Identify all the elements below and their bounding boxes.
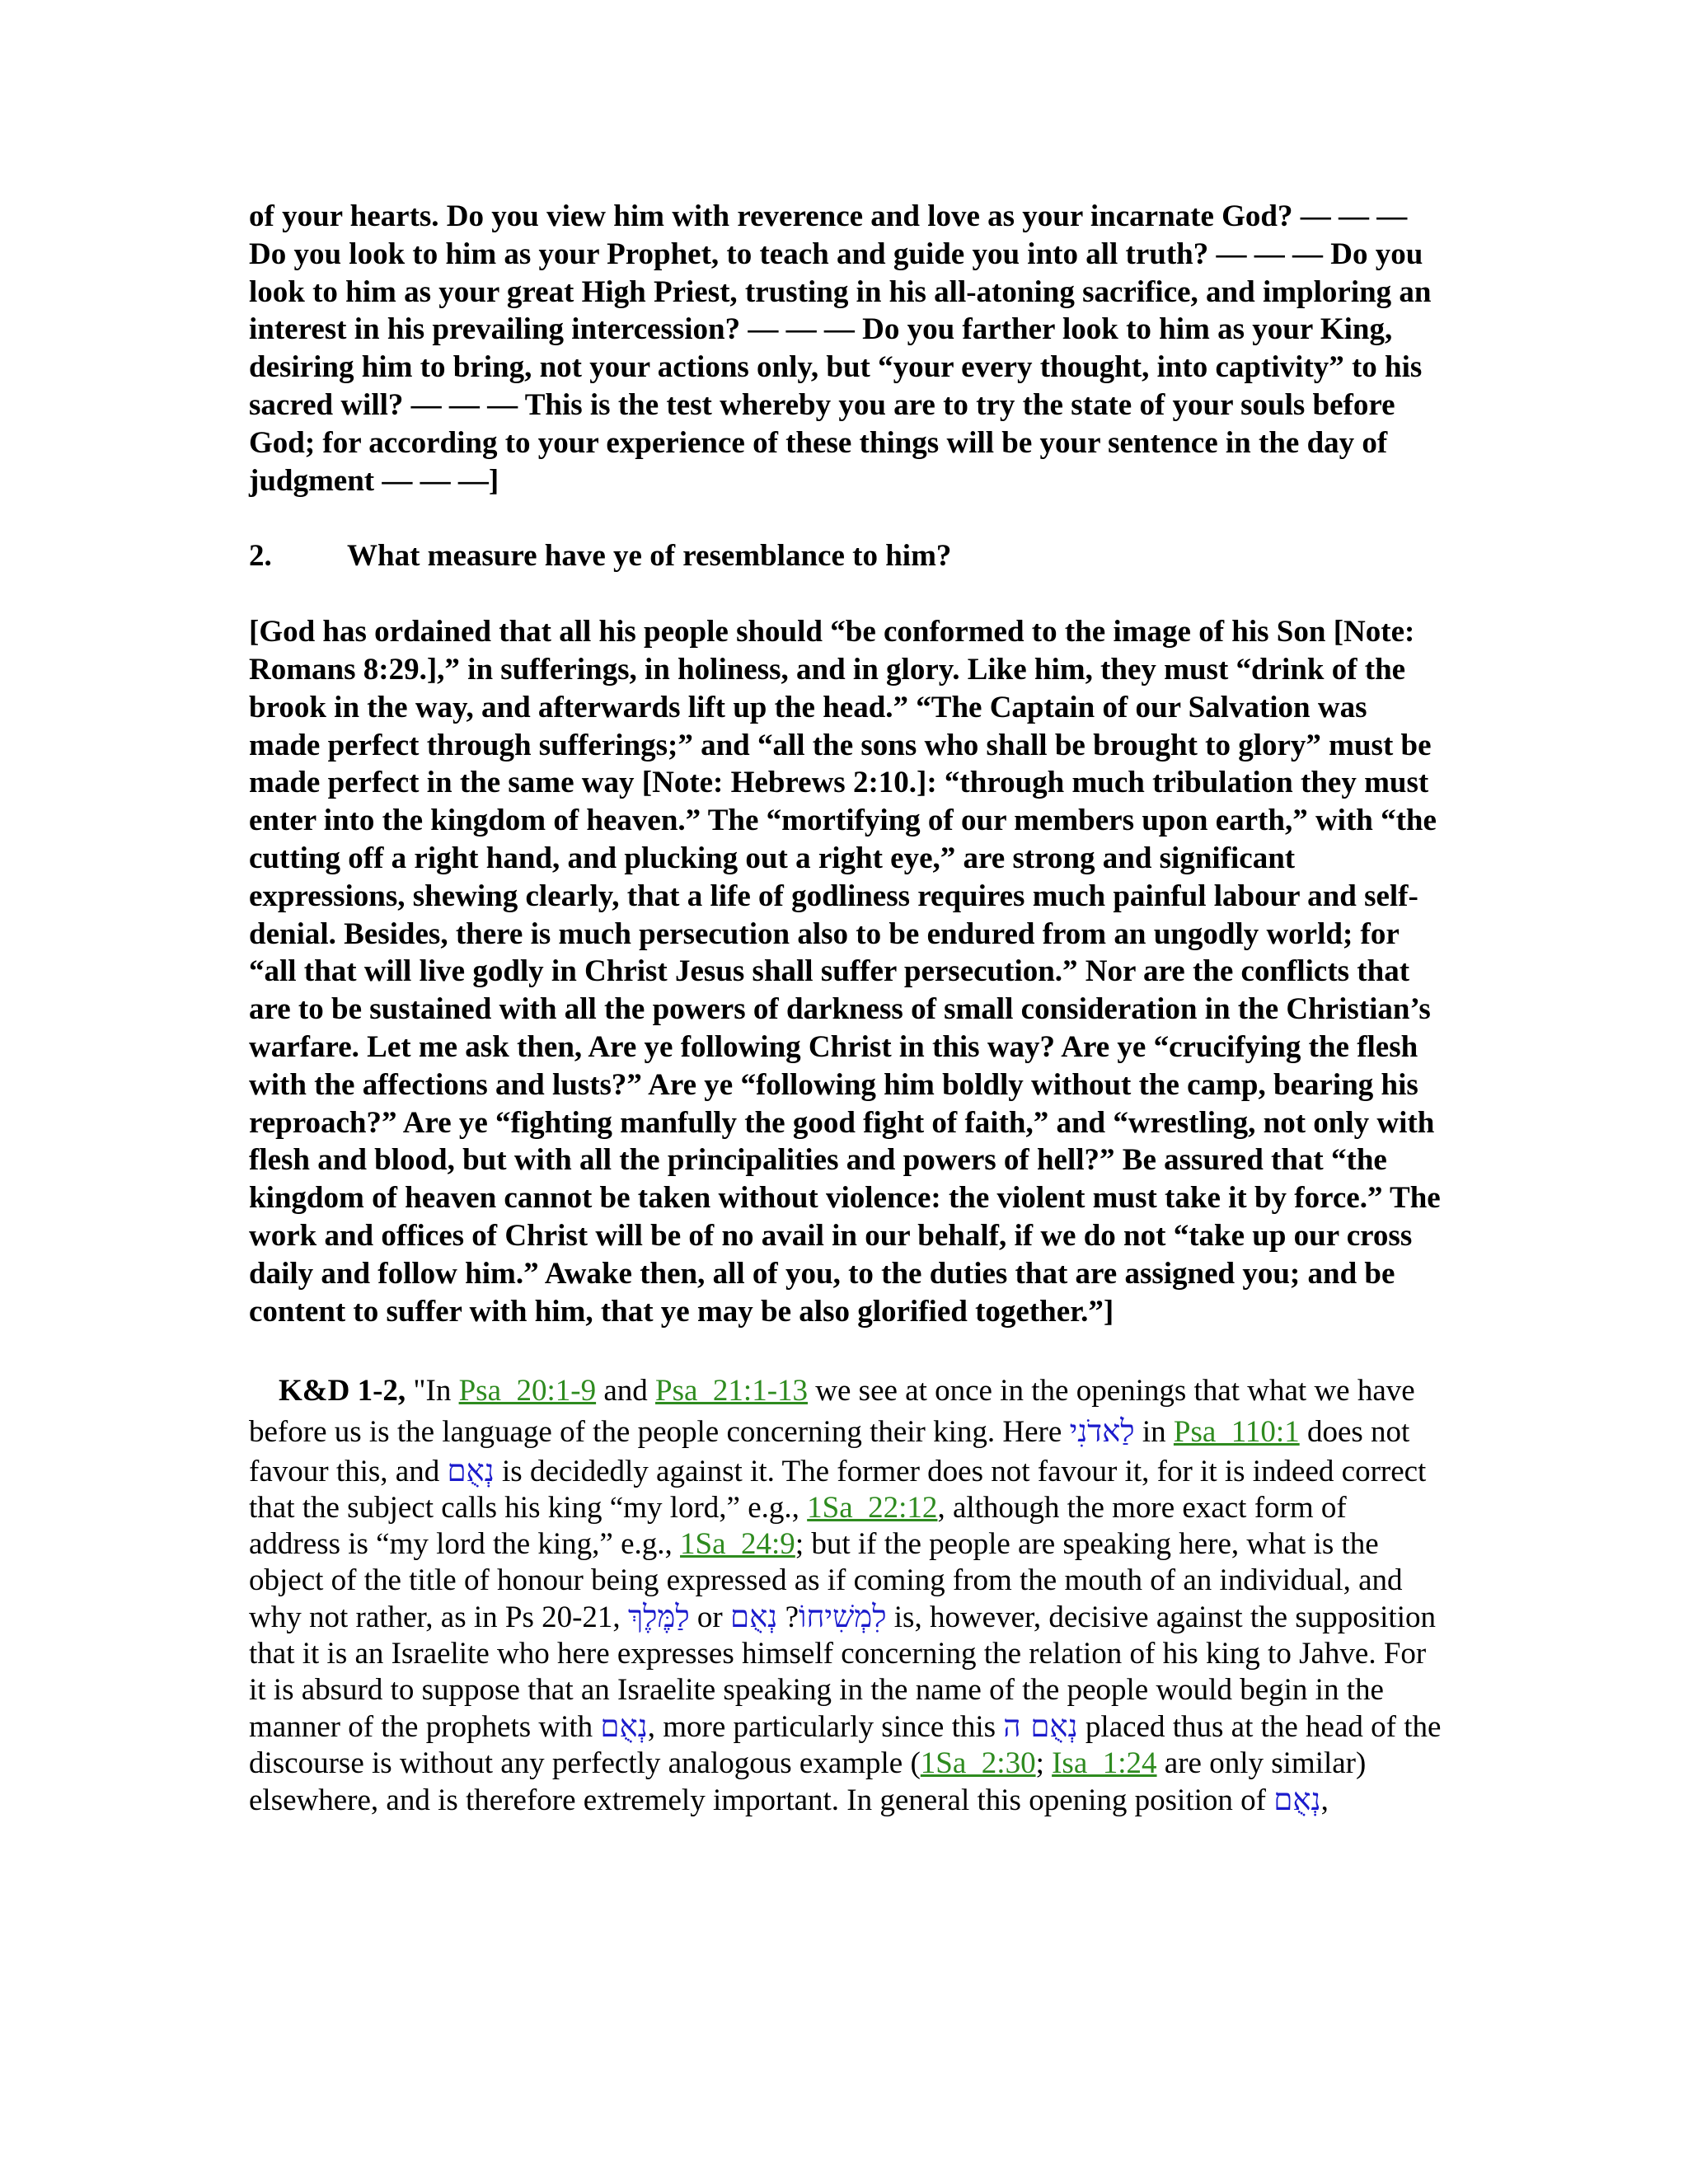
kd-text: are only similar) elsewhere, and is therefore extremely important. In general this opening position of (249, 1746, 1367, 1818)
kd-text: "In (413, 1374, 459, 1408)
hebrew-word: נְאֻם (730, 1599, 778, 1635)
hebrew-word: נְאֻם (1273, 1782, 1321, 1818)
kd-text: in (1134, 1415, 1174, 1450)
kd-text: or (689, 1601, 730, 1635)
hebrew-word: נְאֻם (600, 1708, 648, 1745)
kd-text: is decidedly against it. The former does not favour it, for it is indeed correct that the subject calls his king “my lord,” e.g., (249, 1455, 1427, 1526)
ref-link[interactable]: 1Sa_2:30 (920, 1746, 1036, 1781)
heading-number: 2. (249, 539, 272, 574)
kd-label: K&D 1-2, (279, 1374, 414, 1408)
kd-text: , although the more exact form of address is “my lord the king,” e.g., (249, 1491, 1347, 1562)
kd-text: , more particularly since this (647, 1710, 1004, 1745)
paragraph-test-of-heart: of your hearts. Do you view him with reverence and love as your incarnate God? — — — Do you look to him as your Prophet, to teach and guide you into all truth? — — — Do you look to him as your great High Priest, trusting in his all-atoning sacrifice, and imploring an interest in his prevailing intercession? — — — Do you farther look to him as your King, desiring him to bring, not your actions only, but “your every thought, into captivity” to his sacred will? — — — This is the test whereby you are to try the state of your souls before God; for according to your experience of these things will be your sentence in the day of judgment — — —] (249, 199, 1432, 498)
hebrew-word: לִמְשִׁיחוֹ (799, 1599, 887, 1635)
document-page (249, 198, 1444, 1819)
sermon-body (249, 198, 1444, 1330)
paragraph-resemblance: [God has ordained that all his people should “be conformed to the image of his Son [Note: Romans 8:29.],” in sufferings, in holiness, and in glory. Like him, they must “drink of the brook in the way, and afterwards lift up the head.” “The Captain of our Salvation was made perfect through sufferings;” and “all the sons who shall be brought to glory” must be made perfect in the same way [Note: Hebrews 2:10.]: “through much tribulation they must enter into the kingdom of heaven.” The “mortifying of our members upon earth,” with “the cutting off a right hand, and plucking out a right eye,” are strong and significant expressions, shewing clearly, that a life of godliness requires much painful labour and self-denial. Besides, there is much persecution also to be endured from an ungodly world; for “all that will live godly in Christ Jesus shall suffer persecution.” Nor are the conflicts that are to be sustained with all the powers of darkness of small consideration in the Christian’s warfare. Let me ask then, Are ye following Christ in this way? Are ye “crucifying the flesh with the affections and lusts?” Are ye “following him boldly without the camp, bearing his reproach?” Are ye “fighting manfully the good fight of faith,” and “wrestling, not only with flesh and blood, but with all the principalities and powers of hell?” Be assured that “the kingdom of heaven cannot be taken without violence: the violent must take it by force.” The work and offices of Christ will be of no avail in our behalf, if we do not “take up our cross daily and follow him.” Awake then, all of you, to the duties that are assigned you; and be content to suffer with him, that ye may be also glorified together.”] (249, 615, 1441, 1329)
section-heading (249, 537, 1444, 575)
kd-text: and (596, 1374, 656, 1408)
kd-commentary (249, 1373, 1444, 1819)
kd-text: , (1320, 1783, 1329, 1818)
hebrew-word: נְאֻם ה (1003, 1708, 1078, 1745)
kd-text: placed thus at the head of the discourse is without any perfectly analogous example ( (249, 1710, 1442, 1781)
hebrew-word: נְאֻם (447, 1453, 495, 1489)
kd-text: ? (777, 1601, 799, 1635)
ref-link[interactable]: Psa_110:1 (1173, 1415, 1300, 1450)
kd-text: we see at once in the openings that what we have before us is the language of the people concerning their king. Here (249, 1374, 1415, 1450)
kd-text: is, however, decisive against the supposition that it is an Israelite who here expresses himself concerning the relation of his king to Jahve. For it is absurd to suppose that an Israelite speaking in the name of the people would begin in the manner of the prophets with (249, 1601, 1436, 1745)
ref-link[interactable]: Psa_21:1-13 (655, 1374, 809, 1408)
kd-text: does not favour this, and (249, 1415, 1410, 1489)
ref-link[interactable]: Isa_1:24 (1052, 1746, 1157, 1781)
kd-text: ; but if the people are speaking here, what is the object of the title of honour being expressed as if coming from the mouth of an individual, and why not rather, as in Ps 20-21, (249, 1527, 1403, 1635)
kd-text: ; (1035, 1746, 1053, 1781)
ref-link[interactable]: Psa_20:1-9 (458, 1374, 597, 1408)
ref-link[interactable]: 1Sa_22:12 (807, 1491, 938, 1526)
heading-text: What measure have ye of resemblance to him? (347, 539, 952, 574)
hebrew-word: לַאדֹנִי (1069, 1413, 1135, 1450)
ref-link[interactable]: 1Sa_24:9 (680, 1527, 795, 1562)
hebrew-word: לַמֶּלֶךְ (627, 1599, 690, 1635)
